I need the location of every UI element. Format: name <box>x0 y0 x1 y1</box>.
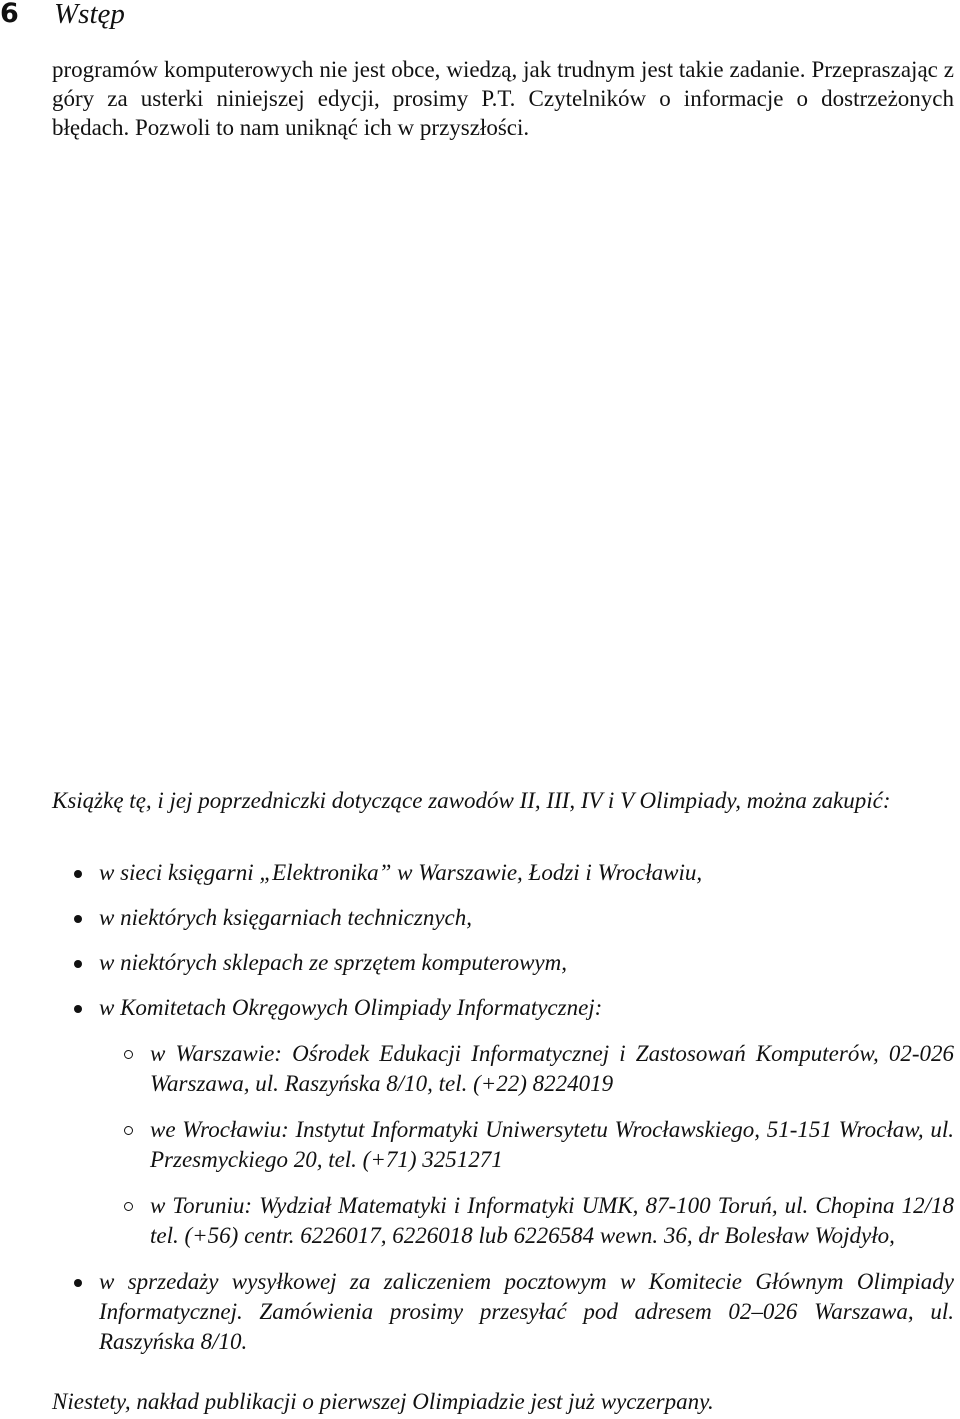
list-item <box>52 948 954 978</box>
sub-list-item-text: we Wrocławiu: Instytut Informatyki Uniwersytetu Wrocławskiego, 51-151 Wrocław, ul. Przesmyckiego 20, tel. (+71) 3251271 <box>150 1117 954 1172</box>
list-item <box>52 993 954 1251</box>
list-item <box>52 903 954 933</box>
bullet-dot-icon <box>74 1279 82 1287</box>
bullet-circle-icon <box>124 1126 133 1135</box>
list-item <box>52 1267 954 1357</box>
committees-sublist <box>99 1039 954 1251</box>
page-number: 6 <box>0 0 19 29</box>
closing-note: Niestety, nakład publikacji o pierwszej Olimpiadzie jest już wyczerpany. <box>52 1389 714 1414</box>
purchase-locations-list <box>52 858 954 1372</box>
list-item-text: w Komitetach Okręgowych Olimpiady Informatycznej: <box>99 995 603 1020</box>
sub-list-item-text: w Toruniu: Wydział Matematyki i Informatyki UMK, 87-100 Toruń, ul. Chopina 12/18 tel. (+56) centr. 6226017, 6226018 lub 6226584 wewn. 36, dr Bolesław Wojdyło, <box>150 1193 954 1248</box>
list-item-text: w sprzedaży wysyłkowej za zaliczeniem pocztowym w Komitecie Głównym Olimpiady Informatycznej. Zamówienia prosimy przesyłać pod adresem 02–026 Warszawa, ul. Raszyńska 8/10. <box>99 1269 954 1354</box>
list-item-text: w niektórych księgarniach technicznych, <box>99 905 472 930</box>
bullet-dot-icon <box>74 915 82 923</box>
sub-list-item <box>99 1115 954 1175</box>
list-item-text: w niektórych sklepach ze sprzętem komputerowym, <box>99 950 567 975</box>
bullet-dot-icon <box>74 1005 82 1013</box>
bullet-circle-icon <box>124 1202 133 1211</box>
bullet-circle-icon <box>124 1050 133 1059</box>
sub-list-item <box>99 1191 954 1251</box>
sub-list-item-text: w Warszawie: Ośrodek Edukacji Informatycznej i Zastosowań Komputerów, 02-026 Warszawa, ul. Raszyńska 8/10, tel. (+22) 8224019 <box>150 1041 954 1096</box>
list-item-text: w sieci księgarni „Elektronika” w Warszawie, Łodzi i Wrocławiu, <box>99 860 703 885</box>
intro-paragraph: programów komputerowych nie jest obce, wiedzą, jak trudnym jest takie zadanie. Przepraszając z góry za usterki niniejszej edycji, prosimy P.T. Czytelników o informacje o dostrzeżonych błędach. Pozwoli to nam uniknąć ich w przyszłości. <box>52 57 954 140</box>
purchase-lead: Książkę tę, i jej poprzedniczki dotyczące zawodów II, III, IV i V Olimpiady, można zakupić: <box>52 788 891 813</box>
list-item <box>52 858 954 888</box>
bullet-dot-icon <box>74 960 82 968</box>
sub-list-item <box>99 1039 954 1099</box>
chapter-title: Wstęp <box>54 0 125 30</box>
bullet-dot-icon <box>74 870 82 878</box>
